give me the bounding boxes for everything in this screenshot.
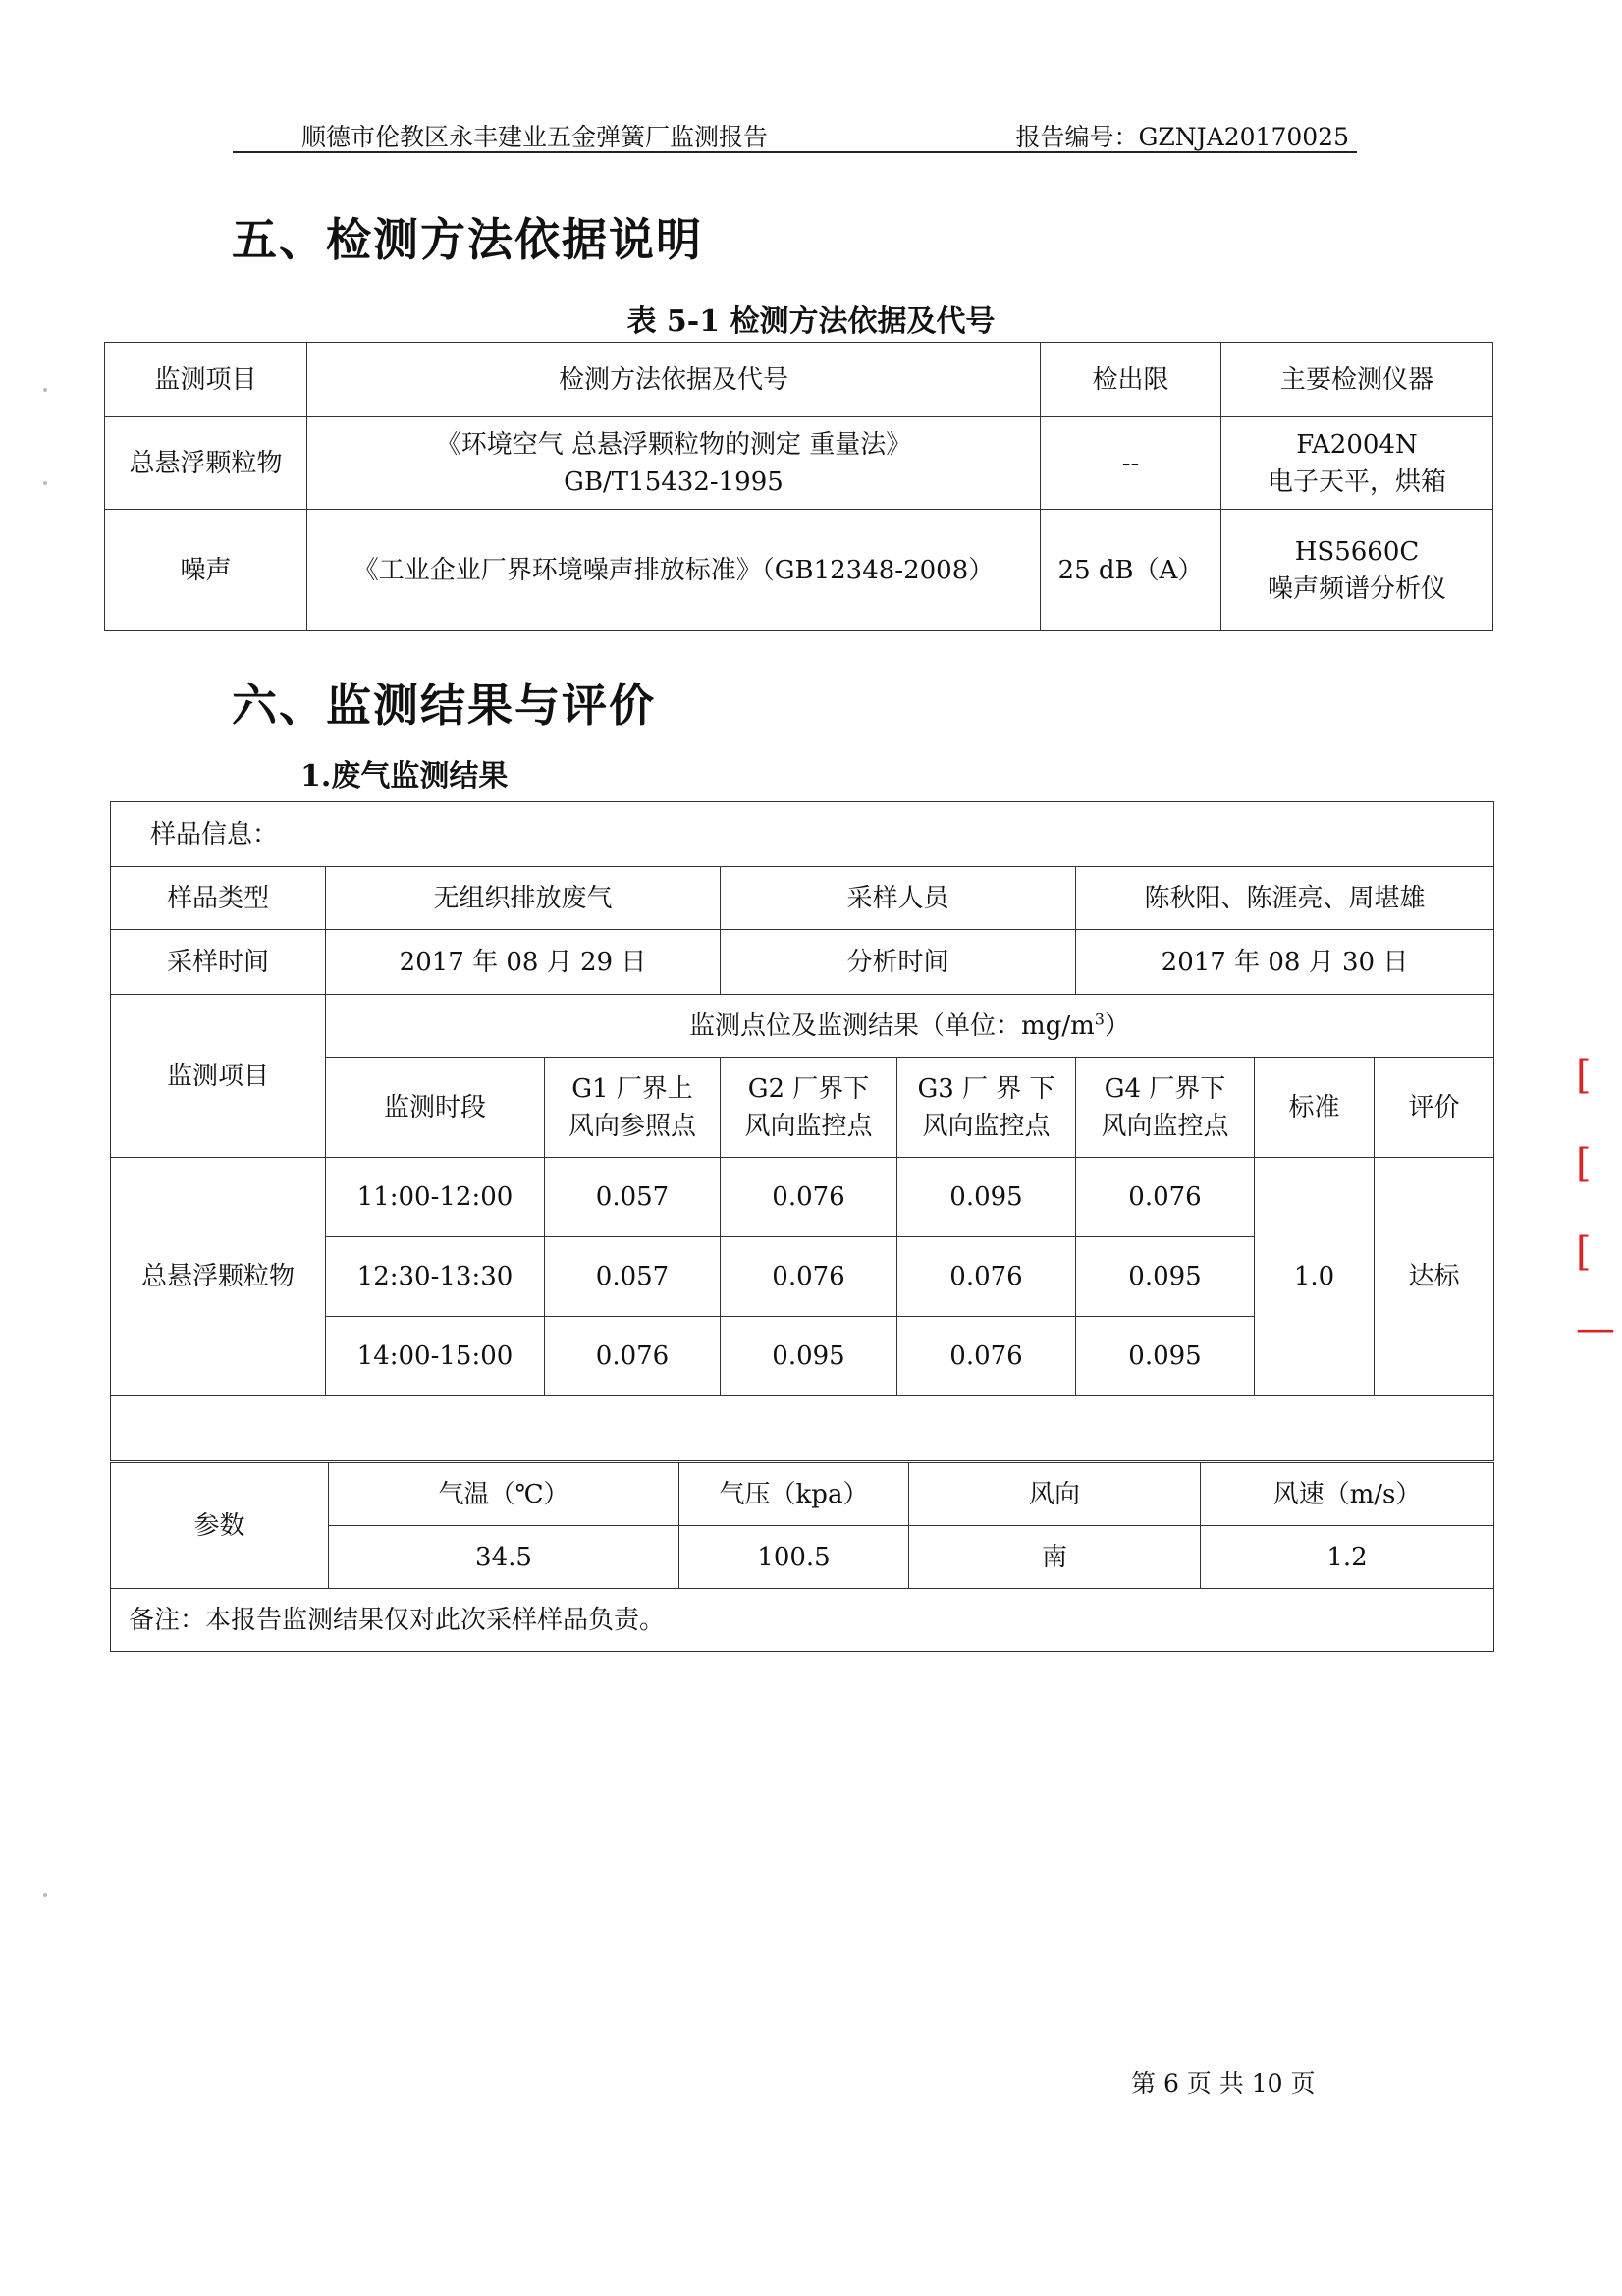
period-cell: 12:30-13:30 xyxy=(326,1237,545,1317)
point-desc: 风向监控点 xyxy=(922,1111,1051,1141)
table-row xyxy=(105,417,1493,510)
value-cell: 0.057 xyxy=(545,1237,721,1317)
method-cell xyxy=(307,417,1041,510)
evaluation-label: 评价 xyxy=(1375,1058,1494,1158)
note-row xyxy=(111,1589,1494,1652)
instrument-model: HS5660C xyxy=(1294,536,1420,567)
period-cell: 14:00-15:00 xyxy=(326,1317,545,1396)
empty-cell xyxy=(111,1396,1494,1461)
col-header: 主要检测仪器 xyxy=(1221,343,1493,417)
parameters-table xyxy=(110,1462,1494,1652)
value-cell: 0.076 xyxy=(1076,1158,1255,1237)
value-cell: 0.095 xyxy=(897,1158,1076,1237)
value-cell: 0.057 xyxy=(545,1158,721,1237)
instrument-cell xyxy=(1221,510,1493,631)
param-header: 风速（m/s） xyxy=(1201,1463,1494,1526)
point-header xyxy=(721,1058,897,1158)
sample-type-value: 无组织排放废气 xyxy=(326,867,721,930)
results-header xyxy=(326,995,1494,1058)
item-cell: 总悬浮颗粒物 xyxy=(105,417,307,510)
method-table xyxy=(104,342,1493,631)
point-header xyxy=(897,1058,1076,1158)
param-value: 34.5 xyxy=(329,1526,679,1589)
value-cell: 0.076 xyxy=(897,1237,1076,1317)
table5-1-caption: 表 5-1 检测方法依据及代号 xyxy=(626,304,996,339)
instrument-cell xyxy=(1221,417,1493,510)
instrument-model: FA2004N xyxy=(1296,429,1418,460)
analysis-time-value: 2017 年 08 月 30 日 xyxy=(1076,930,1494,995)
col-header: 监测项目 xyxy=(105,343,307,417)
results-header-text: 监测点位及监测结果（单位：mg/m xyxy=(689,1011,1095,1041)
section6-title: 六、监测结果与评价 xyxy=(232,679,656,732)
param-value: 南 xyxy=(909,1526,1201,1589)
method-code: GB/T15432-1995 xyxy=(564,466,784,497)
sampling-time-value: 2017 年 08 月 29 日 xyxy=(326,930,721,995)
point-desc: 风向参照点 xyxy=(568,1111,696,1141)
empty-row xyxy=(111,1396,1494,1461)
point-header xyxy=(545,1058,721,1158)
period-label: 监测时段 xyxy=(326,1058,545,1158)
waste-gas-results-table xyxy=(110,801,1494,1461)
table-header-row xyxy=(105,343,1493,417)
evaluation-value: 达标 xyxy=(1375,1158,1494,1396)
instrument-name: 噪声频谱分析仪 xyxy=(1267,574,1446,604)
scan-speck xyxy=(43,388,47,392)
value-cell: 0.076 xyxy=(545,1317,721,1396)
point-code: G1 厂界上 xyxy=(571,1073,693,1104)
table-row xyxy=(105,510,1493,631)
param-header: 气压（kpa） xyxy=(679,1463,909,1526)
sampler-label: 采样人员 xyxy=(721,867,1076,930)
value-cell: 0.076 xyxy=(721,1158,897,1237)
param-header: 气温（℃） xyxy=(329,1463,679,1526)
sampling-time-label: 采样时间 xyxy=(111,930,326,995)
sample-type-row xyxy=(111,867,1494,930)
page-number: 第 6 页 共 10 页 xyxy=(1131,2069,1316,2098)
value-cell: 0.076 xyxy=(897,1317,1076,1396)
point-code: G3 厂 界 下 xyxy=(917,1073,1055,1104)
table-row xyxy=(111,1158,1494,1237)
method-cell: 《工业企业厂界环境噪声排放标准》（GB12348-2008） xyxy=(307,510,1041,631)
period-cell: 11:00-12:00 xyxy=(326,1158,545,1237)
seal-stamp-fragment: [ [ [ — xyxy=(1576,1053,1615,1351)
sampler-value: 陈秋阳、陈涯亮、周堪雄 xyxy=(1076,867,1494,930)
limit-cell: 25 dB（A） xyxy=(1041,510,1221,631)
point-header xyxy=(1076,1058,1255,1158)
analysis-time-label: 分析时间 xyxy=(721,930,1076,995)
instrument-name: 电子天平，烘箱 xyxy=(1267,466,1446,497)
standard-value: 1.0 xyxy=(1255,1158,1375,1396)
params-label: 参数 xyxy=(111,1463,329,1589)
col-header: 检出限 xyxy=(1041,343,1221,417)
time-row xyxy=(111,930,1494,995)
sample-info-label: 样品信息： xyxy=(111,802,1494,867)
value-cell: 0.095 xyxy=(1076,1237,1255,1317)
value-cell: 0.076 xyxy=(721,1237,897,1317)
value-cell: 0.095 xyxy=(1076,1317,1255,1396)
waste-gas-subtitle: 1.废气监测结果 xyxy=(300,759,509,793)
pollutant-cell: 总悬浮颗粒物 xyxy=(111,1158,326,1396)
scan-speck xyxy=(43,1893,47,1897)
point-code: G2 厂界下 xyxy=(747,1073,870,1104)
sample-type-label: 样品类型 xyxy=(111,867,326,930)
param-value: 1.2 xyxy=(1201,1526,1494,1589)
section5-title: 五、检测方法依据说明 xyxy=(232,213,703,266)
report-title: 顺德市伦教区永丰建业五金弹簧厂监测报告 xyxy=(301,123,769,151)
item-cell: 噪声 xyxy=(105,510,307,631)
unit-superscript: 3 xyxy=(1094,1009,1105,1028)
point-desc: 风向监控点 xyxy=(1101,1111,1229,1141)
note-cell: 备注：本报告监测结果仅对此次采样样品负责。 xyxy=(111,1589,1494,1652)
limit-cell: -- xyxy=(1041,417,1221,510)
param-header: 风向 xyxy=(909,1463,1201,1526)
method-name: 《环境空气 总悬浮颗粒物的测定 重量法》 xyxy=(435,429,912,460)
report-number: 报告编号：GZNJA20170025 xyxy=(1015,123,1349,151)
param-value: 100.5 xyxy=(679,1526,909,1589)
page-header xyxy=(233,118,1357,153)
scan-speck xyxy=(43,481,47,485)
item-label: 监测项目 xyxy=(111,995,326,1158)
results-header-row xyxy=(111,995,1494,1058)
col-header: 检测方法依据及代号 xyxy=(307,343,1041,417)
value-cell: 0.095 xyxy=(721,1317,897,1396)
standard-label: 标准 xyxy=(1255,1058,1375,1158)
sample-info-row xyxy=(111,802,1494,867)
param-header-row xyxy=(111,1463,1494,1526)
point-desc: 风向监控点 xyxy=(744,1111,873,1141)
results-header-close: ） xyxy=(1104,1011,1130,1041)
point-code: G4 厂界下 xyxy=(1104,1073,1226,1104)
